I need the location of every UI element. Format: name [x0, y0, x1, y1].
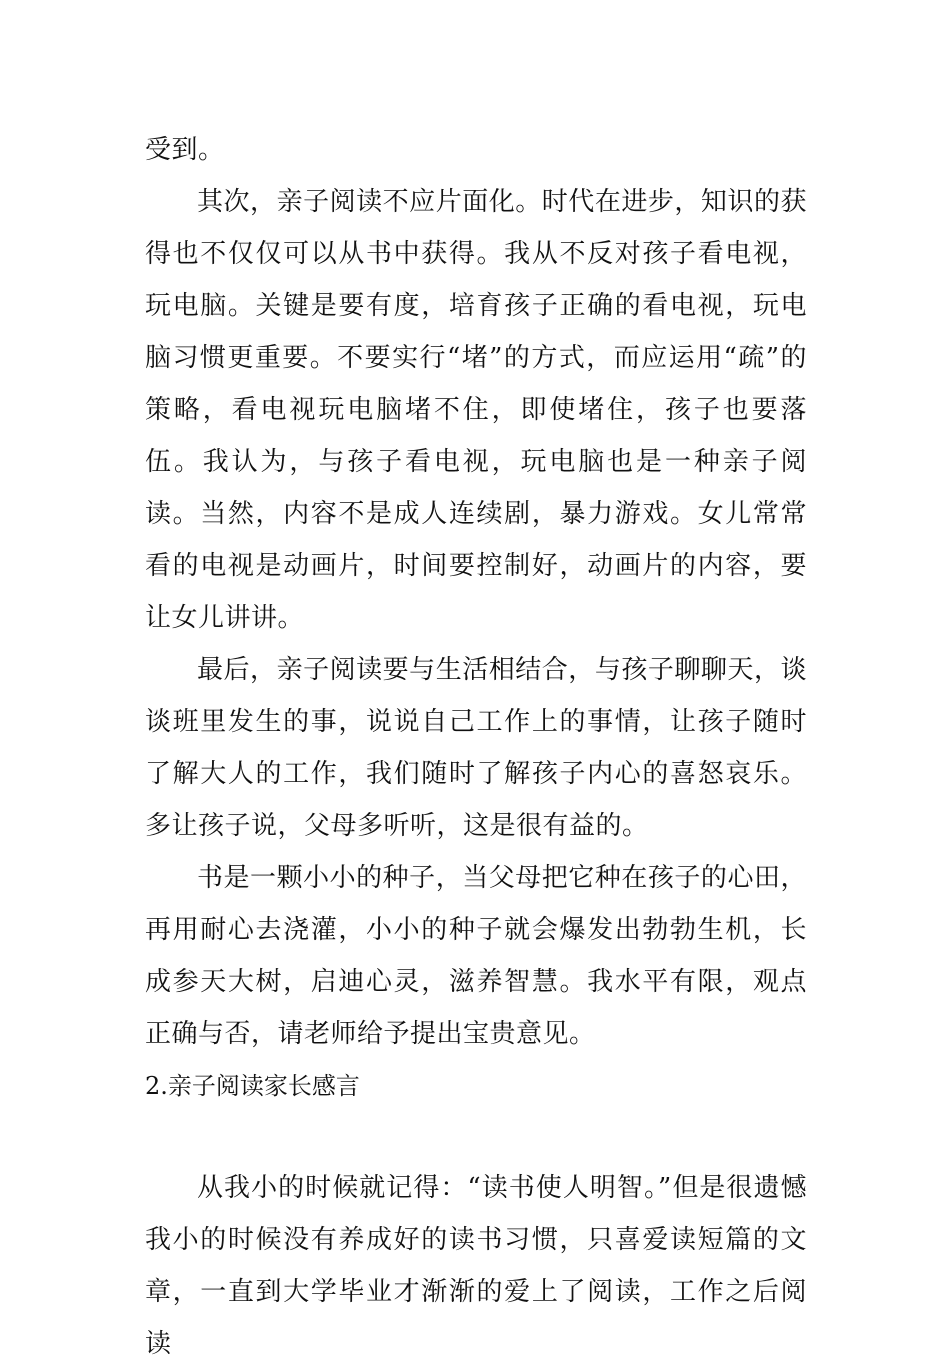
paragraph-secondly: 其次，亲子阅读不应片面化。时代在进步，知识的获得也不仅仅可以从书中获得。我从不反对孩子看电视，玩电脑。关键是要有度，培育孩子正确的看电视，玩电脑习惯更重要。不要实行“堵”的方式，而应运用“疏”的策略，看电视玩电脑堵不住，即使堵住，孩子也要落伍。我认为，与孩子看电视，玩电脑也是一种亲子阅读。当然，内容不是成人连续剧，暴力游戏。女儿常常看的电视是动画片，时间要控制好，动画片的内容，要让女儿讲讲。 [145, 187, 807, 633]
document-body [145, 124, 807, 1370]
paragraph-finally: 最后，亲子阅读要与生活相结合，与孩子聊聊天，谈谈班里发生的事，说说自己工作上的事情，让孩子随时了解大人的工作，我们随时了解孩子内心的喜怒哀乐。多让孩子说，父母多听听，这是很有益的。 [145, 655, 807, 841]
spacer [145, 1112, 807, 1162]
paragraph-continuation: 受到。 [145, 135, 225, 165]
paragraph-book-seed: 书是一颗小小的种子，当父母把它种在孩子的心田，再用耐心去浇灌，小小的种子就会爆发出勃勃生机，长成参天大树，启迪心灵，滋养智慧。我水平有限，观点正确与否，请老师给予提出宝贵意见。 [145, 863, 807, 1049]
section-heading: 2.亲子阅读家长感言 [145, 1072, 360, 1100]
paragraph-parent-note: 从我小的时候就记得：“读书使人明智。”但是很遗憾我小的时候没有养成好的读书习惯，只喜爱读短篇的文章，一直到大学毕业才渐渐的爱上了阅读，工作之后阅读 [145, 1173, 807, 1359]
